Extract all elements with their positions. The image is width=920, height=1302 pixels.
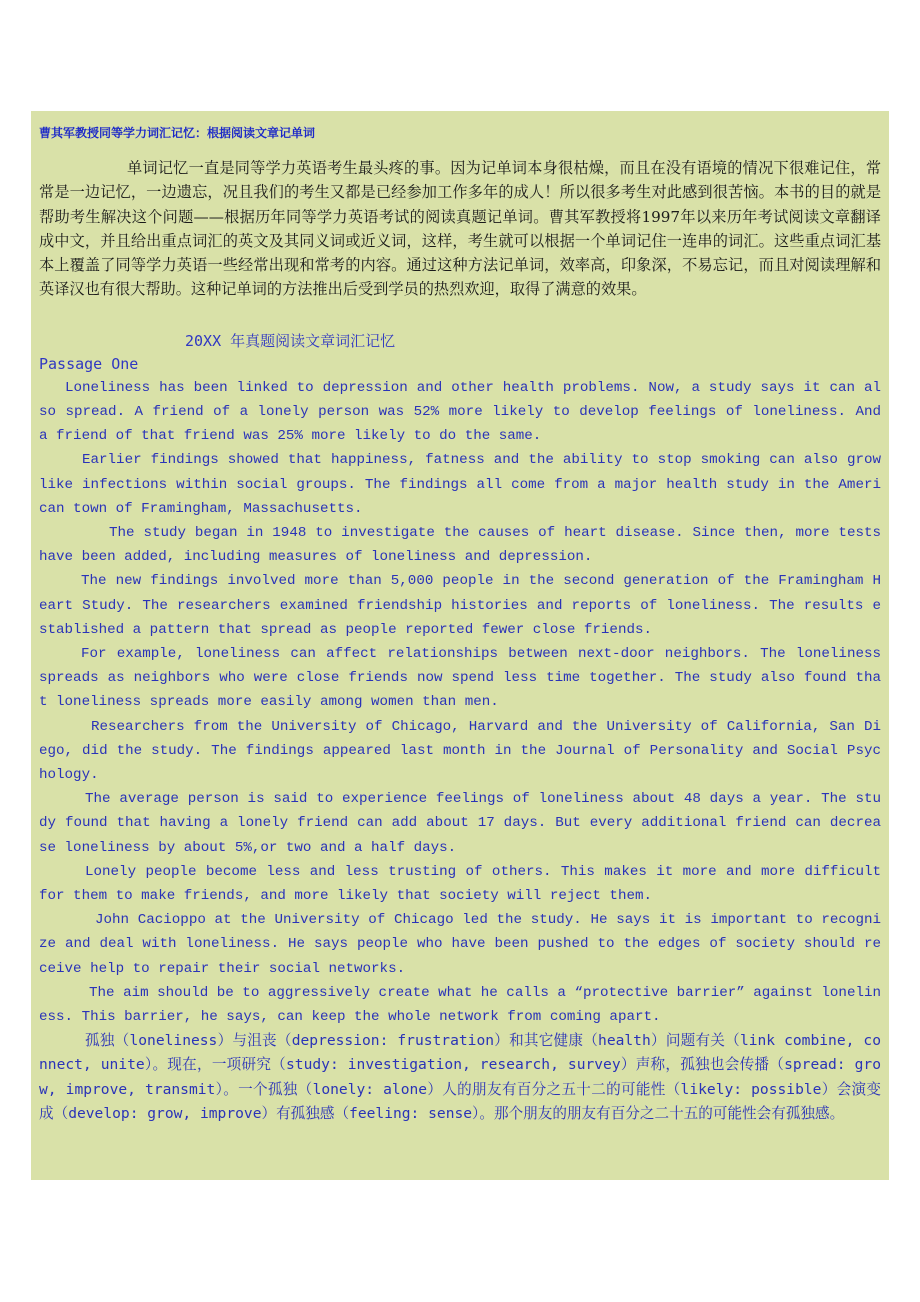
passage-paragraph: The aim should be to aggressively create what he calls a “protective barrier” against loneliness. This barrier, he says, can keep the whole network from coming apart. bbox=[39, 984, 881, 1026]
passage-paragraph: Earlier findings showed that happiness, fatness and the ability to stop smoking can also grow like infections within social groups. The findings all come from a major health study in the American town of Framingham, Massachusetts. bbox=[39, 452, 881, 517]
passage-paragraph: For example, loneliness can affect relationships between next-door neighbors. The loneliness spreads as neighbors who were close friends now spend less time together. The study also found that loneliness spreads more easily among women than men. bbox=[39, 646, 881, 711]
passage-label: Passage One bbox=[39, 354, 139, 373]
passage-paragraph: The study began in 1948 to investigate the causes of heart disease. Since then, more tests have been added, including measures of loneliness and depression. bbox=[39, 525, 881, 566]
article-panel bbox=[31, 111, 889, 1180]
passage-paragraph: John Cacioppo at the University of Chicago led the study. He says it is important to recognize and deal with loneliness. He says people who have been pushed to the edges of society should receive help to repair their social networks. bbox=[39, 912, 881, 977]
passage-paragraph: Lonely people become less and less trusting of others. This makes it more and more difficult for them to make friends, and more likely that society will reject them. bbox=[39, 863, 881, 905]
article-title: 曹其军教授同等学力词汇记忆：根据阅读文章记单词 bbox=[39, 126, 316, 140]
chinese-vocabulary-paragraph: 孤独（loneliness）与沮丧（depression: frustration）和其它健康（health）问题有关（link combine, connect, unite）。现在，一项研究（study: investigation, research, survey）声称，孤独也会传播（spread: grow, improve, transmit）。一个孤独（lonely: alone）人的朋友有百分之五十二的可能性（likely: possible）会演变成（develop: grow, improve）有孤独感（feeling: sense）。那个朋友的朋友有百分之二十五的可能性会有孤独感。 bbox=[39, 1032, 881, 1122]
passage-paragraph: The average person is said to experience feelings of loneliness about 48 days a year. The study found that having a lonely friend can add about 17 days. But every additional friend can decrease loneliness by about 5%,or two and a half days. bbox=[39, 791, 881, 856]
section-heading: 20XX 年真题阅读文章词汇记忆 bbox=[185, 331, 396, 350]
passage-paragraph: Researchers from the University of Chicago, Harvard and the University of California, San Diego, did the study. The findings appeared last month in the Journal of Personality and Social Psychology. bbox=[39, 718, 881, 784]
intro-paragraph: 单词记忆一直是同等学力英语考生最头疼的事。因为记单词本身很枯燥，而且在没有语境的情况下很难记住，常常是一边记忆，一边遗忘，况且我们的考生又都是已经参加工作多年的成人！所以很多考生对此感到很苦恼。本书的目的就是帮助考生解决这个问题——根据历年同等学力英语考试的阅读真题记单词。曹其军教授将1997年以来历年考试阅读文章翻译成中文，并且给出重点词汇的英文及其同义词或近义词，这样，考生就可以根据一个单词记住一连串的词汇。这些重点词汇基本上覆盖了同等学力英语一些经常出现和常考的内容。通过这种方法记单词，效率高，印象深，不易忘记，而且对阅读理解和英译汉也有很大帮助。这种记单词的方法推出后受到学员的热烈欢迎，取得了满意的效果。 bbox=[39, 159, 881, 299]
passage-paragraph: Loneliness has been linked to depression and other health problems. Now, a study says it can also spread. A friend of a lonely person was 52% more likely to develop feelings of loneliness. And a friend of that friend was 25% more likely to do the same. bbox=[39, 379, 881, 445]
passage-paragraph: The new findings involved more than 5,000 people in the second generation of the Framingham Heart Study. The researchers examined friendship histories and reports of loneliness. The results established a pattern that spread as people reported fewer close friends. bbox=[39, 573, 881, 638]
